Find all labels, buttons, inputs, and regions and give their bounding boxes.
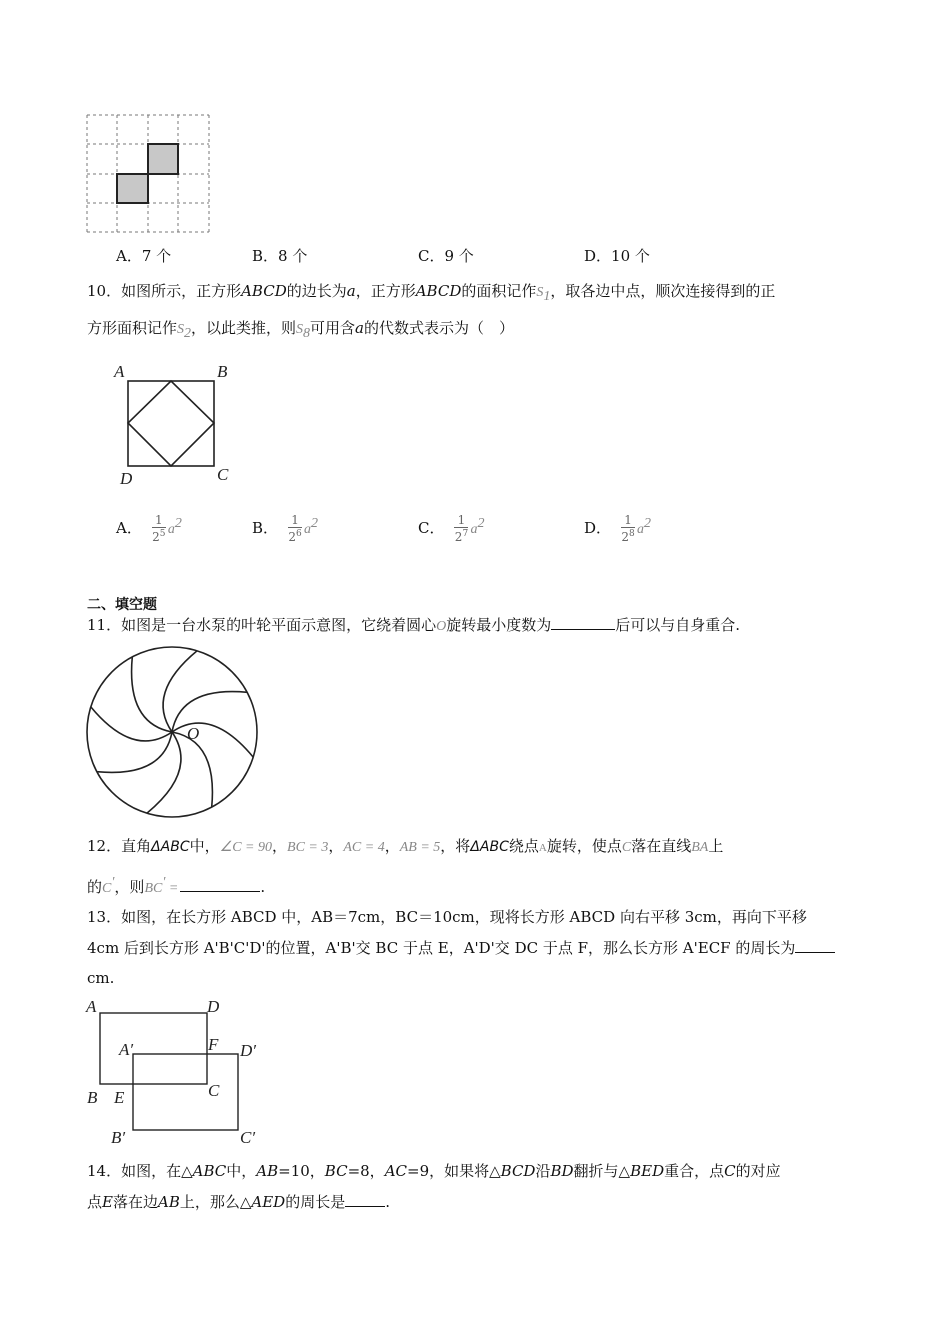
q13-line1: 13．如图，在长方形 ABCD 中，AB＝7cm，BC＝10cm，现将长方形 ABCD 向右平移 3cm，再向下平移 [87,908,807,926]
q10-line1: 10．如图所示，正方形ABCD的边长为a，正方形ABCD的面积记作$S_1$，取各边中点，顺次连接得到的正 [87,282,776,304]
fraction: $\frac{1}{2^6}$ [288,513,302,544]
label-c: C [217,465,229,484]
label-a-prime: A′ [119,1040,134,1059]
answer-blank[interactable] [795,938,835,953]
q13-line3: cm. [87,969,115,987]
option-c[interactable]: C． $\frac{1}{2^7}$ $a^2$ [418,513,485,544]
label-d-prime: D′ [240,1041,256,1060]
q14-line1: 14．如图，在△ABC中，AB=10，BC=8，AC=9，如果将△BCD沿BD翻折与△BED重合，点C的对应 [87,1162,781,1180]
label-b: B [87,1088,98,1107]
answer-blank[interactable] [180,877,260,892]
impeller-figure [86,646,261,821]
q10-line2: 方形面积记作$S_2$，以此类推，则$S_8$可用含a的代数式表示为（ ） [87,319,515,341]
label-c: C [208,1081,220,1100]
square-figure [110,360,240,490]
option-d[interactable]: D．10 个 [584,247,650,265]
option-a[interactable]: A．7 个 [116,247,172,265]
label-d: D [207,997,220,1016]
fraction: $\frac{1}{2^5}$ [152,513,166,544]
label-a: A [86,997,97,1016]
impeller-vane [172,723,253,757]
impeller-vane [147,732,181,813]
label-a: A [114,362,125,381]
q12-line1: 12．直角ΔABC中，∠C = 90，BC = 3，AC = 4，AB = 5，将ΔABC绕点A旋转，使点C落在直线BA上 [87,837,724,855]
fraction: $\frac{1}{2^8}$ [621,513,635,544]
option-a[interactable]: A． $\frac{1}{2^5}$ $a^2$ [116,513,182,544]
label-e: E [114,1088,125,1107]
center-label: O [187,724,200,743]
option-b[interactable]: B． $\frac{1}{2^6}$ $a^2$ [252,513,319,544]
section-title: 二、填空题 [87,597,157,613]
answer-blank[interactable] [551,615,615,630]
q12-line2: 的C′，则BC′ = . [87,875,266,896]
grid-figure [86,114,212,234]
option-d[interactable]: D． $\frac{1}{2^8}$ $a^2$ [584,513,652,544]
q14-line2: 点E落在边AB上，那么△AED的周长是 . [87,1193,390,1211]
q13-line2: 4cm 后到长方形 A'B'C'D'的位置，A'B'交 BC 于点 E，A'D'交 DC 于点 F，那么长方形 A'ECF 的周长为 [87,933,835,964]
answer-blank[interactable] [345,1192,385,1207]
label-b-prime: B′ [111,1128,126,1147]
label-f: F [208,1035,219,1054]
shaded-square [117,174,148,203]
label-b: B [217,362,228,381]
q11-text: 11．如图是一台水泵的叶轮平面示意图，它绕着圆心O旋转最小度数为 后可以与自身重合. [87,616,741,634]
option-c[interactable]: C．9 个 [418,247,474,265]
fraction: $\frac{1}{2^7}$ [454,513,469,544]
option-b[interactable]: B．8 个 [252,247,308,265]
rectangles-figure [86,996,266,1148]
label-c-prime: C′ [240,1128,256,1147]
shaded-square [148,144,178,174]
label-d: D [120,469,133,488]
impeller-vane [163,651,197,732]
impeller-vane [91,707,172,741]
